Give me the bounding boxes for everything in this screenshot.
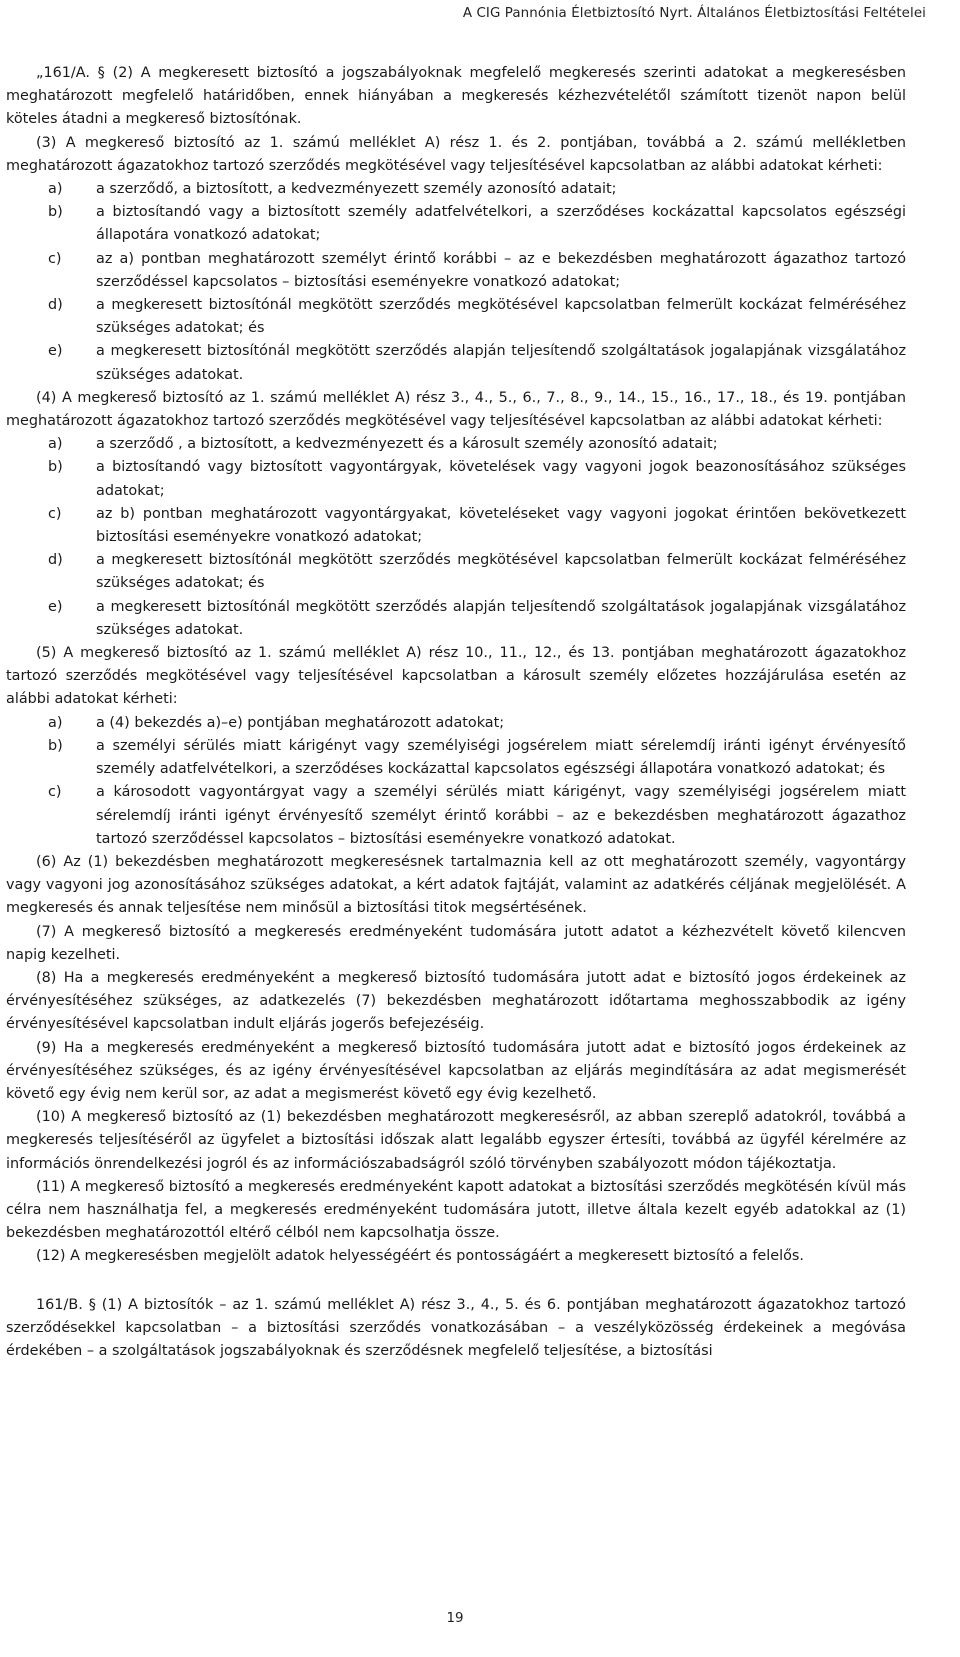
section-161a-paragraph-7: (7) A megkereső biztosító a megkeresés eredményeként tudomására jutott adatot a kézhezvételt követő kilencven napig kezelheti. (6, 923, 906, 963)
list-item-text: a biztosítandó vagy a biztosított személy adatfelvételkori, a szerződéses kockázattal kapcsolatos egészségi állapotára vonatkozó adatokat; (96, 204, 906, 244)
list-item-label: a) (48, 436, 63, 453)
list-item-label: e) (48, 343, 63, 360)
list-item-text: a megkeresett biztosítónál megkötött szerződés megkötésével kapcsolatban felmerült kockázat felméréséhez szükséges adatokat; és (96, 552, 906, 592)
list-item-label: c) (48, 505, 62, 522)
list-item-text: a megkeresett biztosítónál megkötött szerződés alapján teljesítendő szolgáltatások jogalapjának vizsgálatához szükséges adatokat. (96, 598, 906, 638)
section-161a-paragraph-11: (11) A megkereső biztosító a megkeresés eredményeként kapott adatokat a biztosítási szerződés megkötésén kívül más célra nem használhatja fel, a megkeresés eredményeként tudomására jutott, illetve általa kezelt egyéb adatokkal az (1) bekezdésben meghatározottól eltérő célból nem kapcsolhatja össze. (6, 1178, 906, 1242)
section-161a-paragraph-4: (4) A megkereső biztosító az 1. számú melléklet A) rész 3., 4., 5., 6., 7., 8., 9., 14., 15., 16., 17., 18., és 19. pontjában meghatározott ágazatokhoz tartozó szerződés megkötésével vagy teljesítésével kapcsolatban az alábbi adatokat kérheti: (6, 389, 906, 430)
list-item (6, 201, 906, 247)
section-161a-paragraph-12: (12) A megkeresésben megjelölt adatok helyességéért és pontosságáért a megkeresett biztosító a felelős. (36, 1248, 804, 1265)
list-item (6, 712, 906, 735)
list-item (6, 456, 906, 502)
list-item-text: a károsodott vagyontárgyat vagy a személyi sérülés miatt kárigényt, vagy személyiségi jogsérelem miatt sérelemdíj iránti igényt érvényesítő személyt érintő korábbi – az e bekezdésben meghatározott ágazathoz tartozó szerződéssel kapcsolatos – biztosítási eseményekre vonatkozó adatokat. (96, 784, 906, 847)
list-item (6, 549, 906, 595)
list-item-text: az b) pontban meghatározott vagyontárgyakat, követeléseket vagy vagyoni jogokat érintően bekövetkezett biztosítási eseményekre vonatkozó adatokat; (96, 505, 906, 546)
list-item-label: e) (48, 598, 63, 615)
list-item-label: b) (48, 737, 63, 754)
list-item-label: d) (48, 552, 63, 569)
list-item (6, 294, 906, 340)
list-item-text: az a) pontban meghatározott személyt érintő korábbi – az e bekezdésben meghatározott ágazathoz tartozó szerződéssel kapcsolatos – biztosítási eseményekre vonatkozó adatokat; (96, 250, 906, 290)
paragraph-4-list (6, 433, 906, 642)
list-item-label: a) (48, 181, 63, 198)
list-item-text: a személyi sérülés miatt kárigényt vagy személyiségi jogsérelem miatt sérelemdíj iránti igényt érvényesítő személy adatfelvételkori, a szerződéses kockázattal kapcsolatos egészségi állapotára vonatkozó adatokat; és (96, 737, 906, 778)
list-item-label: d) (48, 297, 63, 314)
list-item (6, 596, 906, 642)
list-item (6, 433, 906, 456)
list-item-text: a (4) bekezdés a)–e) pontjában meghatározott adatokat; (96, 714, 505, 731)
list-item-label: a) (48, 714, 63, 731)
section-161a-paragraph-8: (8) Ha a megkeresés eredményeként a megkereső biztosító tudomására jutott adat e biztosító jogos érdekeinek az érvényesítéséhez szükséges, az adatkezelés (7) bekezdésben meghatározott időtartama meghosszabbodik az igény érvényesítésével kapcsolatban indult eljárás jogerős befejezéséig. (6, 969, 906, 1033)
list-item-text: a biztosítandó vagy biztosított vagyontárgyak, követelések vagy vagyoni jogok beazonosításához szükséges adatokat; (96, 459, 906, 499)
list-item-text: a szerződő , a biztosított, a kedvezményezett és a károsult személy azonosító adatait; (96, 436, 718, 453)
paragraph-3-list (6, 178, 906, 387)
page-header-title: A CIG Pannónia Életbiztosító Nyrt. Általános Életbiztosítási Feltételei (462, 6, 926, 21)
list-item (6, 248, 906, 294)
section-161b-paragraph-1: 161/B. § (1) A biztosítók – az 1. számú melléklet A) rész 3., 4., 5. és 6. pontjában meghatározott ágazatokhoz tartozó szerződésekkel kapcsolatban – a biztosítási szerződés vonatkozásában – a veszélyközösség érdekeinek a megóvása érdekében – a szolgáltatások jogszabályoknak és szerződésnek megfelelő teljesítése, a biztosítási (6, 1296, 906, 1359)
document-body (6, 62, 906, 1363)
list-item (6, 781, 906, 851)
list-item-label: c) (48, 250, 62, 267)
list-item (6, 503, 906, 549)
section-161a-paragraph-6: (6) Az (1) bekezdésben meghatározott megkeresésnek tartalmaznia kell az ott meghatározott személy, vagyontárgy vagy vagyoni jog azonosításához szükséges adatokat, a kért adatok fajtáját, valamint az adatkérés céljának megjelölését. A megkeresés és annak teljesítése nem minősül a biztosítási titok megsértésének. (6, 853, 906, 917)
list-item (6, 340, 906, 386)
page-number: 19 (446, 1611, 464, 1626)
section-161a-paragraph-3: (3) A megkereső biztosító az 1. számú melléklet A) rész 1. és 2. pontjában, továbbá a 2. számú mellékletben meghatározott ágazatokhoz tartozó szerződés megkötésével vagy teljesítésével kapcsolatban az alábbi adatokat kérheti: (6, 134, 906, 174)
list-item-label: b) (48, 459, 63, 476)
list-item (6, 735, 906, 781)
section-161a-paragraph-9: (9) Ha a megkeresés eredményeként a megkereső biztosító tudomására jutott adat e biztosító jogos érdekeinek az érvényesítéséhez szükséges, és az igény érvényesítésével kapcsolatban az eljárás megindítására az adat megismerését követő egy évig nem kerül sor, az adat a megismerést követő egy évig kezelhető. (6, 1039, 906, 1102)
section-161a-paragraph-2: „161/A. § (2) A megkeresett biztosító a jogszabályoknak megfelelő megkeresés szerinti adatokat a megkeresésben meghatározott megfelelő határidőben, ennek hiányában a megkeresés kézhezvételétől számított tizenöt napon belül köteles átadni a megkereső biztosítónak. (6, 65, 906, 128)
section-spacer (6, 1269, 906, 1294)
list-item-label: c) (48, 784, 62, 801)
list-item-label: b) (48, 204, 63, 221)
list-item (6, 178, 906, 201)
list-item-text: a szerződő, a biztosított, a kedvezményezett személy azonosító adatait; (96, 181, 617, 198)
section-161a-paragraph-10: (10) A megkereső biztosító az (1) bekezdésben meghatározott megkeresésről, az abban szereplő adatokról, továbbá a megkeresés teljesítéséről az ügyfelet a biztosítási időszak alatt legalább egyszer értesíti, továbbá az ügyfél kérelmére az információs önrendelkezési jogról és az információszabadságról szóló törvényben szabályozott módon tájékoztatja. (6, 1109, 906, 1172)
section-161a-paragraph-5: (5) A megkereső biztosító az 1. számú melléklet A) rész 10., 11., 12., és 13. pontjában meghatározott ágazatokhoz tartozó szerződés megkötésével vagy teljesítésével kapcsolatban a károsult személy előzetes hozzájárulása esetén az alábbi adatokat kérheti: (6, 645, 906, 708)
list-item-text: a megkeresett biztosítónál megkötött szerződés alapján teljesítendő szolgáltatások jogalapjának vizsgálatához szükséges adatokat. (96, 343, 906, 383)
paragraph-5-list (6, 712, 906, 851)
list-item-text: a megkeresett biztosítónál megkötött szerződés megkötésével kapcsolatban felmerült kockázat felméréséhez szükséges adatokat; és (96, 297, 906, 337)
